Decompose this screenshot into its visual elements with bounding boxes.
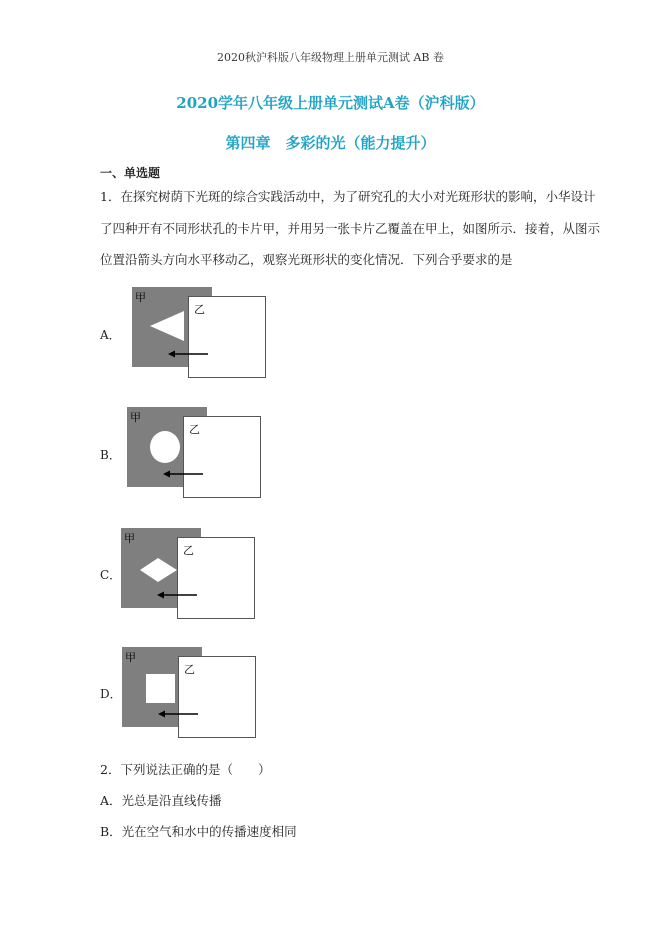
option-b-figure [127, 407, 262, 499]
left-arrow-icon [157, 590, 199, 600]
section-heading: 一、单选题 [100, 166, 161, 180]
card-jia-label: 甲 [124, 532, 135, 545]
option-a-label[interactable]: A． [100, 328, 121, 342]
page-title: 2020学年八年级上册单元测试A卷（沪科版） [176, 94, 485, 112]
option-a-figure [132, 287, 267, 379]
diamond-hole [139, 557, 179, 583]
chapter-title: 第四章 多彩的光（能力提升） [225, 134, 436, 152]
card-yi-label: 乙 [194, 303, 205, 316]
option-c-figure [121, 528, 256, 620]
option-d-figure [122, 647, 257, 739]
card-jia-label: 甲 [130, 411, 141, 424]
left-arrow-icon [158, 709, 200, 719]
card-jia-label: 甲 [125, 651, 136, 664]
question-1-line-1: 1．在探究树荫下光斑的综合实践活动中，为了研究孔的大小对光斑形状的影响，小华设计 [100, 189, 596, 204]
card-jia-label: 甲 [135, 291, 146, 304]
card-yi-label: 乙 [184, 663, 195, 676]
question-1-line-3: 位置沿箭头方向水平移动乙，观察光斑形状的变化情况．下列合乎要求的是 [100, 252, 513, 267]
left-arrow-icon [168, 349, 210, 359]
option-d-label[interactable]: D． [100, 687, 122, 701]
page-header: 2020秋沪科版八年级物理上册单元测试 AB 卷 [216, 51, 444, 64]
question-2-option-b[interactable]: B．光在空气和水中的传播速度相同 [100, 824, 297, 839]
triangle-hole [148, 309, 188, 343]
square-hole [146, 674, 175, 703]
question-1-line-2: 了四种开有不同形状孔的卡片甲，并用另一张卡片乙覆盖在甲上，如图所示．接着，从图示 [100, 221, 601, 236]
option-b-label[interactable]: B． [100, 448, 121, 462]
question-2-option-a[interactable]: A．光总是沿直线传播 [100, 793, 222, 808]
option-c-label[interactable]: C． [100, 568, 122, 582]
question-2-stem: 2．下列说法正确的是（ ） [100, 762, 271, 777]
circle-hole [150, 431, 180, 463]
left-arrow-icon [163, 469, 205, 479]
card-yi-label: 乙 [189, 423, 200, 436]
card-yi-label: 乙 [183, 544, 194, 557]
